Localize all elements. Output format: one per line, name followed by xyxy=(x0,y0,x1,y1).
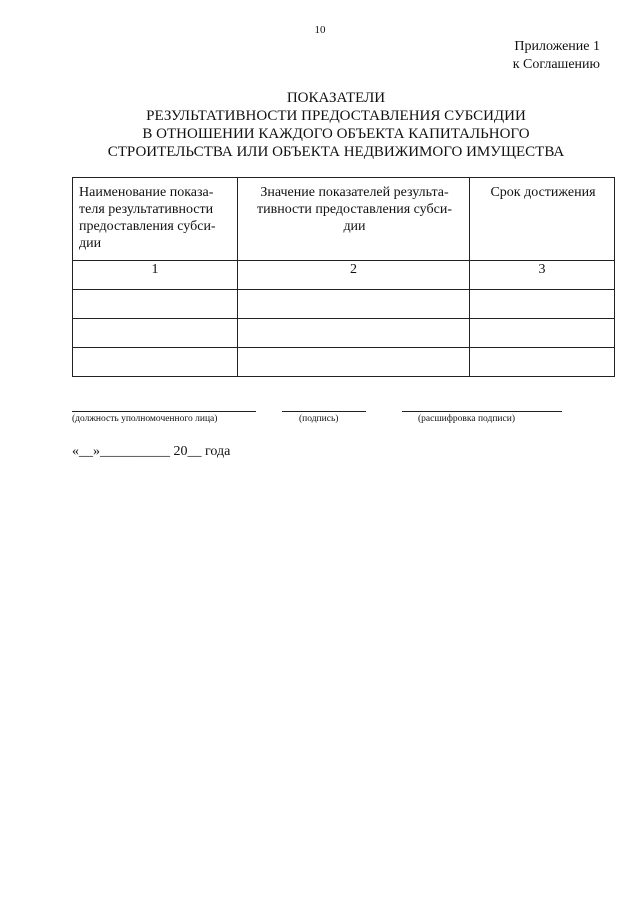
table-cell[interactable] xyxy=(73,319,238,348)
column-number: 2 xyxy=(238,261,470,290)
position-signature-line[interactable] xyxy=(72,411,256,412)
date-line[interactable]: «__»__________ 20__ года xyxy=(72,444,231,459)
table-cell[interactable] xyxy=(73,348,238,377)
column-number: 3 xyxy=(470,261,615,290)
table-cell[interactable] xyxy=(73,290,238,319)
header-deadline xyxy=(470,178,615,261)
header-indicator-name-line: предоставления субси- xyxy=(79,219,216,234)
document-title xyxy=(0,89,640,161)
title-line-3: В ОТНОШЕНИИ КАЖДОГО ОБЪЕКТА КАПИТАЛЬНОГО xyxy=(142,126,530,142)
table-row xyxy=(73,290,615,319)
table-row xyxy=(73,348,615,377)
table-row xyxy=(73,319,615,348)
header-indicator-value xyxy=(238,178,470,261)
table-cell[interactable] xyxy=(470,319,615,348)
table-cell[interactable] xyxy=(470,290,615,319)
header-indicator-value-line: Значение показателей результа- xyxy=(260,185,449,200)
appendix-label xyxy=(513,38,600,74)
header-indicator-name xyxy=(73,178,238,261)
title-line-4: СТРОИТЕЛЬСТВА ИЛИ ОБЪЕКТА НЕДВИЖИМОГО ИМУЩЕСТВА xyxy=(107,144,565,160)
table-cell[interactable] xyxy=(470,348,615,377)
header-indicator-value-line: тивности предоставления субси- xyxy=(257,202,452,217)
table-cell[interactable] xyxy=(238,348,470,377)
page-number: 10 xyxy=(314,24,326,36)
title-line-1: ПОКАЗАТЕЛИ xyxy=(286,90,386,106)
appendix-line-2: к Соглашению xyxy=(512,57,600,72)
header-indicator-value-line: дии xyxy=(343,219,366,234)
indicators-table xyxy=(72,177,615,377)
table-cell[interactable] xyxy=(238,319,470,348)
table-cell[interactable] xyxy=(238,290,470,319)
title-line-2: РЕЗУЛЬТАТИВНОСТИ ПРЕДОСТАВЛЕНИЯ СУБСИДИИ xyxy=(146,108,526,124)
signature-caption: (подпись) xyxy=(299,414,339,424)
decoding-signature-line[interactable] xyxy=(402,411,562,412)
column-number: 1 xyxy=(73,261,238,290)
decoding-caption: (расшифровка подписи) xyxy=(418,414,515,424)
header-indicator-name-line: теля результативности xyxy=(79,202,214,217)
table-header-row xyxy=(73,178,615,261)
appendix-line-1: Приложение 1 xyxy=(514,39,600,54)
signature-line[interactable] xyxy=(282,411,366,412)
header-indicator-name-line: Наименование показа- xyxy=(79,185,214,200)
position-caption: (должность уполномоченного лица) xyxy=(72,414,218,424)
column-number-row xyxy=(73,261,615,290)
header-indicator-name-line: дии xyxy=(79,236,102,251)
header-deadline-line: Срок достижения xyxy=(490,185,596,200)
